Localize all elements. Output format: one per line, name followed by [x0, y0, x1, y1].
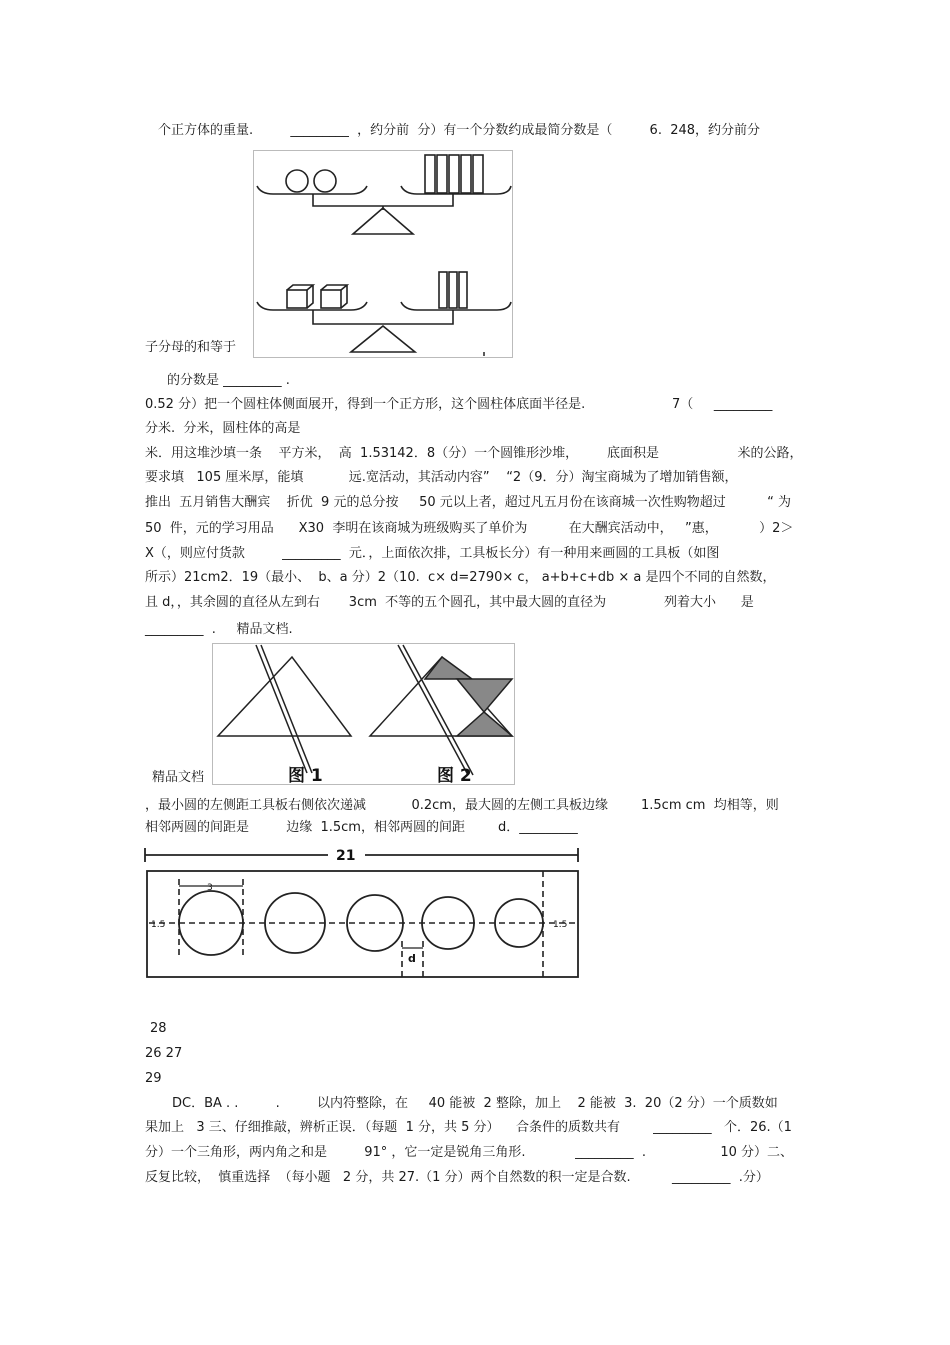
text-line-14: 精品文档	[152, 770, 205, 785]
text-line-22: 分）一个三角形，两内角之和是 91° ，它一定是锐角三角形. _________ . 10 分）二、	[145, 1145, 794, 1160]
text-line-6: 米．用这堆沙填一条 平方米， 高 1.53142．8（分）一个圆锥形沙堆， 底面积是 米的公路，	[145, 446, 803, 461]
figure-2-caption: 图 2	[437, 766, 472, 785]
balance-scale-top	[257, 155, 511, 234]
text-line-3: 的分数是 _________ .	[167, 373, 290, 388]
gap-d-label: d	[408, 952, 416, 965]
text-line-19: 29	[145, 1071, 162, 1086]
text-line-1: 个正方体的重量. _________ ，约分前 分）有一个分数约成最简分数是（ 6. 248，约分前分	[158, 123, 761, 138]
triangles-figure	[212, 643, 515, 785]
text-line-12: 且 d，，其余圆的直径从左到右 3cm 不等的五个圆孔，其中最大圆的直径为 列着大小 是	[145, 595, 754, 610]
figure-1-caption: 图 1	[288, 766, 323, 785]
text-line-8: 推出 五月销售大酬宾 折优 9 元的总分按 50 元以上者，超过凡五月份在该商城一次性购物超过 “ 为	[145, 495, 791, 510]
text-line-23: 反复比较， 慎重选择 （每小题 2 分，共 27.（1 分）两个自然数的积一定是合数. _________ .分）	[145, 1170, 769, 1185]
text-line-13: _________ . 精品文档.	[145, 622, 293, 637]
right-margin-label: 1.5	[553, 920, 568, 930]
text-line-18: 26 27	[145, 1046, 183, 1061]
balance-scale-bottom	[257, 272, 511, 352]
balance-scales-figure	[253, 150, 513, 358]
text-line-21: 果加上 3 三、仔细推敲，辨析正误．（每题 1 分，共 5 分） 合条件的质数共有 _________ 个．26.（1	[145, 1120, 792, 1135]
text-line-16: 相邻两圆的间距是 边缘 1.5cm，相邻两圆的间距 d．_________	[145, 820, 578, 835]
text-line-5: 分米. 分米，圆柱体的高是	[145, 421, 301, 436]
text-line-7: 要求填 105 厘米厚，能填 远.宽活动，其活动内容” “2（9．分）淘宝商城为了增加销售额，	[145, 470, 738, 485]
text-line-10: X（，则应付货款 _________ 元．，上面依次排，工具板长分）有一种用来画圆的工具板（如图	[145, 546, 720, 561]
text-line-4: 0.52 分）把一个圆柱体侧面展开，得到一个正方形，这个圆柱体底面半径是. 7（ _________	[145, 397, 773, 412]
text-line-9: 50 件，元的学习用品 X30 李明在该商城为班级购买了单价为 在大酬宾活动中， ”惠， ）2＞	[145, 521, 794, 536]
text-line-20: DC．BA . . . 以内符整除，在 40 能被 2 整除，加上 2 能被 3. 20（2 分）一个质数如	[172, 1096, 778, 1111]
text-line-11: 所示）21cm2．19（最小、 b、a 分）2（10. c× d=2790× c， a+b+c+db × a 是四个不同的自然数，	[145, 570, 776, 585]
tool-board-figure	[143, 845, 580, 981]
text-line-15: ，最小圆的左侧距工具板右侧依次递减 0.2cm，最大圆的左侧工具板边缘 1.5cm cm 均相等，则	[145, 798, 779, 813]
diameter-label: 3	[207, 883, 213, 893]
left-margin-label: 1.5	[151, 920, 166, 930]
text-line-17: 28	[150, 1021, 167, 1036]
text-line-2: 子分母的和等于	[145, 340, 237, 355]
board-length-label: 21	[336, 848, 356, 864]
